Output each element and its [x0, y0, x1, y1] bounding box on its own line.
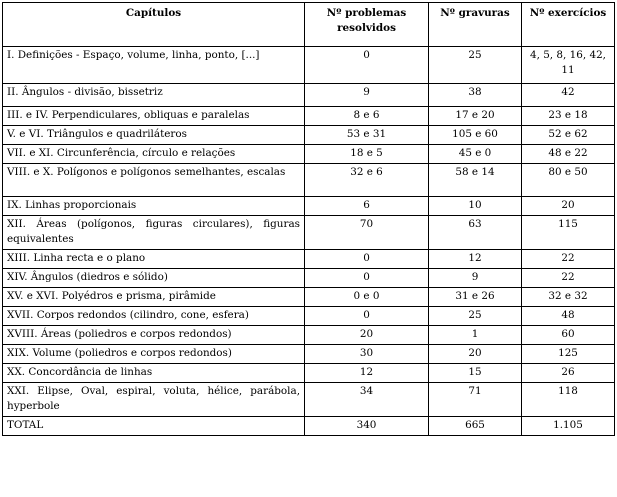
engravings-cell: 63: [429, 216, 522, 250]
exercises-cell: 23 e 18: [522, 107, 615, 126]
chapter-cell: IX. Linhas proporcionais: [3, 197, 305, 216]
total-row: [3, 417, 615, 436]
engravings-cell: 58 e 14: [429, 164, 522, 197]
header-exercises: Nº exercícios: [522, 3, 615, 47]
exercises-cell: 22: [522, 269, 615, 288]
engravings-cell: 25: [429, 307, 522, 326]
engravings-cell: 17 e 20: [429, 107, 522, 126]
table-row: [3, 288, 615, 307]
exercises-cell: 52 e 62: [522, 126, 615, 145]
total-engravings: 665: [429, 417, 522, 436]
solved-cell: 0: [305, 250, 429, 269]
engravings-cell: 12: [429, 250, 522, 269]
engravings-cell: 71: [429, 383, 522, 417]
chapter-cell: XVII. Corpos redondos (cilindro, cone, esfera): [3, 307, 305, 326]
header-chapters: Capítulos: [3, 3, 305, 47]
solved-cell: 20: [305, 326, 429, 345]
solved-cell: 6: [305, 197, 429, 216]
exercises-cell: 118: [522, 383, 615, 417]
exercises-cell: 42: [522, 84, 615, 107]
solved-cell: 30: [305, 345, 429, 364]
table-row: [3, 383, 615, 417]
engravings-cell: 9: [429, 269, 522, 288]
exercises-cell: 32 e 32: [522, 288, 615, 307]
solved-cell: 0: [305, 307, 429, 326]
chapter-cell: VIII. e X. Polígonos e polígonos semelhantes, escalas: [3, 164, 305, 197]
exercises-cell: 48 e 22: [522, 145, 615, 164]
chapter-cell: I. Definições - Espaço, volume, linha, ponto, [...]: [3, 47, 305, 84]
solved-cell: 34: [305, 383, 429, 417]
engravings-cell: 15: [429, 364, 522, 383]
chapter-cell: XII. Áreas (polígonos, figuras circulares), figuras equivalentes: [3, 216, 305, 250]
chapter-cell: XIII. Linha recta e o plano: [3, 250, 305, 269]
table-row: [3, 197, 615, 216]
table-row: [3, 145, 615, 164]
chapter-cell: XV. e XVI. Polyédros e prisma, pirâmide: [3, 288, 305, 307]
total-exercises: 1.105: [522, 417, 615, 436]
table-row: [3, 345, 615, 364]
chapter-cell: XXI. Elipse, Oval, espiral, voluta, hélice, parábola, hyperbole: [3, 383, 305, 417]
chapter-cell: V. e VI. Triângulos e quadriláteros: [3, 126, 305, 145]
total-solved: 340: [305, 417, 429, 436]
engravings-cell: 20: [429, 345, 522, 364]
table-row: [3, 126, 615, 145]
solved-cell: 8 e 6: [305, 107, 429, 126]
exercises-cell: 115: [522, 216, 615, 250]
total-label: TOTAL: [3, 417, 305, 436]
engravings-cell: 38: [429, 84, 522, 107]
table-row: [3, 307, 615, 326]
solved-cell: 70: [305, 216, 429, 250]
table-row: [3, 216, 615, 250]
engravings-cell: 25: [429, 47, 522, 84]
chapter-cell: XIX. Volume (poliedros e corpos redondos): [3, 345, 305, 364]
chapter-cell: VII. e XI. Circunferência, círculo e relações: [3, 145, 305, 164]
chapter-cell: III. e IV. Perpendiculares, obliquas e paralelas: [3, 107, 305, 126]
engravings-cell: 45 e 0: [429, 145, 522, 164]
exercises-cell: 26: [522, 364, 615, 383]
table-row: [3, 47, 615, 84]
exercises-cell: 4, 5, 8, 16, 42, 11: [522, 47, 615, 84]
chapter-cell: XX. Concordância de linhas: [3, 364, 305, 383]
engravings-cell: 31 e 26: [429, 288, 522, 307]
header-engravings: Nº gravuras: [429, 3, 522, 47]
table-row: [3, 364, 615, 383]
exercises-cell: 80 e 50: [522, 164, 615, 197]
solved-cell: 32 e 6: [305, 164, 429, 197]
solved-cell: 0: [305, 269, 429, 288]
engravings-cell: 10: [429, 197, 522, 216]
solved-cell: 53 e 31: [305, 126, 429, 145]
solved-cell: 18 e 5: [305, 145, 429, 164]
exercises-cell: 48: [522, 307, 615, 326]
engravings-cell: 1: [429, 326, 522, 345]
chapter-cell: XVIII. Áreas (poliedros e corpos redondos): [3, 326, 305, 345]
table-row: [3, 250, 615, 269]
exercises-cell: 125: [522, 345, 615, 364]
table-row: [3, 269, 615, 288]
solved-cell: 0 e 0: [305, 288, 429, 307]
chapter-cell: XIV. Ângulos (diedros e sólido): [3, 269, 305, 288]
table-row: [3, 164, 615, 197]
exercises-cell: 20: [522, 197, 615, 216]
solved-cell: 9: [305, 84, 429, 107]
chapter-cell: II. Ângulos - divisão, bissetriz: [3, 84, 305, 107]
solved-cell: 0: [305, 47, 429, 84]
table-row: [3, 326, 615, 345]
table-row: [3, 84, 615, 107]
table-row: [3, 107, 615, 126]
header-solved-problems: Nº problemas resolvidos: [305, 3, 429, 47]
solved-cell: 12: [305, 364, 429, 383]
chapters-table: [2, 2, 615, 436]
engravings-cell: 105 e 60: [429, 126, 522, 145]
exercises-cell: 60: [522, 326, 615, 345]
header-row: [3, 3, 615, 47]
exercises-cell: 22: [522, 250, 615, 269]
